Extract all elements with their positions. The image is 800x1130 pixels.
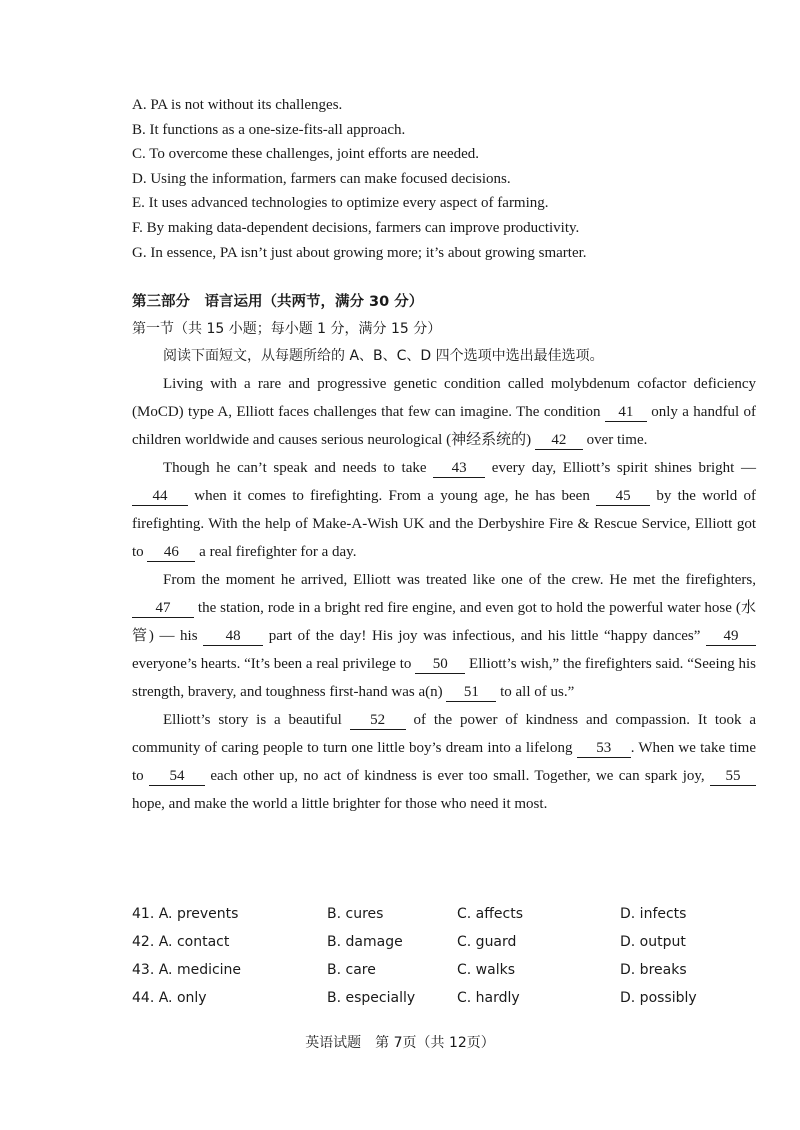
choice-c: C. walks: [457, 962, 515, 978]
passage-text: From the moment he arrived, Elliott was treated like one of the crew. He met the firefighters,: [163, 572, 756, 588]
passage-text: only a handful of children worldwide and causes serious neurological (神经系统的): [132, 404, 756, 448]
option-a: A. PA is not without its challenges.: [132, 97, 343, 113]
blank-47: 47: [132, 599, 194, 618]
option-c: C. To overcome these challenges, joint efforts are needed.: [132, 146, 480, 163]
paragraph-2: [132, 454, 756, 566]
question-42-choices: [132, 928, 772, 956]
passage-text: a real firefighter for a day.: [195, 544, 357, 560]
question-41-choices: [132, 900, 772, 928]
blank-54: 54: [149, 767, 205, 786]
blank-55: 55: [710, 767, 756, 786]
blank-50: 50: [415, 655, 465, 674]
choice-a: 41. A. prevents: [132, 906, 239, 922]
choice-a: 43. A. medicine: [132, 962, 242, 978]
sentence-options: [132, 93, 772, 265]
option-b: B. It functions as a one-size-fits-all approach.: [132, 121, 406, 138]
paragraph-3: [132, 566, 756, 706]
passage-text: hope, and make the world a little brighter for those who need it most.: [132, 796, 548, 812]
option-f: F. By making data-dependent decisions, farmers can improve productivity.: [132, 219, 580, 236]
choice-d: D. breaks: [620, 962, 687, 978]
blank-49: 49: [706, 627, 756, 646]
passage-text: every day, Elliott’s spirit shines bright —: [485, 460, 756, 476]
passage-text: the station, rode in a bright red fire engine, and even got to hold the powerful water hose (水管) — his: [132, 600, 756, 644]
blank-48: 48: [203, 627, 263, 646]
passage-text: Though he can’t speak and needs to take: [163, 460, 434, 476]
blank-42: 42: [535, 431, 583, 450]
passage-text: Living with a rare and progressive genetic condition called molybdenum cofactor deficiency (MoCD) type A, Elliott faces challenges that few can imagine. The condition: [132, 376, 756, 420]
choice-b: B. cures: [327, 906, 384, 922]
blank-52: 52: [350, 711, 406, 730]
passage-text: by the world of firefighting. With the help of Make-A-Wish UK and the Derbyshire Fire & Rescue Service, Elliott got to: [132, 488, 756, 560]
blank-53: 53: [577, 739, 631, 758]
choice-b: B. damage: [327, 934, 403, 950]
paragraph-1: [132, 370, 756, 454]
choice-a: 44. A. only: [132, 990, 207, 1006]
question-43-choices: [132, 956, 772, 984]
option-d: D. Using the information, farmers can make focused decisions.: [132, 170, 511, 187]
passage-text: over time.: [582, 432, 648, 448]
subsection-title: 第一节（共 15 小题；每小题 1 分，满分 15 分）: [132, 321, 442, 337]
passage-text: Elliott’s wish,” the firefighters said. “Seeing his strength, bravery, and toughness first-hand was a(n): [132, 656, 756, 700]
option-e: E. It uses advanced technologies to optimize every aspect of farming.: [132, 195, 549, 212]
passage-text: to all of us.”: [496, 684, 575, 700]
passage-text: part of the day! His joy was infectious, and his little “happy dances”: [263, 628, 706, 644]
choice-b: B. care: [327, 962, 376, 978]
choice-d: D. possibly: [620, 990, 697, 1006]
option-g: G. In essence, PA isn’t just about growing more; it’s about growing smarter.: [132, 244, 587, 261]
page-footer: 英语试题 第 7页（共 12页）: [305, 1035, 495, 1051]
blank-41: 41: [605, 403, 647, 422]
choice-b: B. especially: [327, 990, 416, 1006]
blank-46: 46: [147, 543, 195, 562]
instruction: 阅读下面短文，从每题所给的 A、B、C、D 四个选项中选出最佳选项。: [163, 348, 604, 364]
cloze-passage: [132, 370, 756, 818]
question-44-choices: [132, 984, 772, 1012]
passage-text: of the power of kindness and compassion. It took a community of caring people to turn one little boy’s dream into a lifelong: [132, 712, 757, 756]
choice-a: 42. A. contact: [132, 934, 230, 950]
paragraph-4: [132, 706, 756, 818]
choice-c: C. affects: [457, 906, 523, 922]
section-title: 第三部分 语言运用（共两节，满分 30 分）: [132, 294, 424, 310]
passage-text: Elliott’s story is a beautiful: [163, 712, 350, 728]
passage-text: . When we take time to: [132, 740, 756, 784]
blank-44: 44: [132, 487, 188, 506]
choice-d: D. infects: [620, 906, 687, 922]
passage-text: each other up, no act of kindness is ever too small. Together, we can spark joy,: [205, 768, 710, 784]
choice-d: D. output: [620, 934, 686, 950]
passage-text: everyone’s hearts. “It’s been a real privilege to: [132, 656, 416, 672]
choice-c: C. hardly: [457, 990, 520, 1006]
passage-text: when it comes to firefighting. From a young age, he has been: [188, 488, 597, 504]
choice-c: C. guard: [457, 934, 517, 950]
answer-choices: [132, 900, 772, 1012]
blank-51: 51: [446, 683, 496, 702]
blank-45: 45: [596, 487, 650, 506]
blank-43: 43: [433, 459, 485, 478]
